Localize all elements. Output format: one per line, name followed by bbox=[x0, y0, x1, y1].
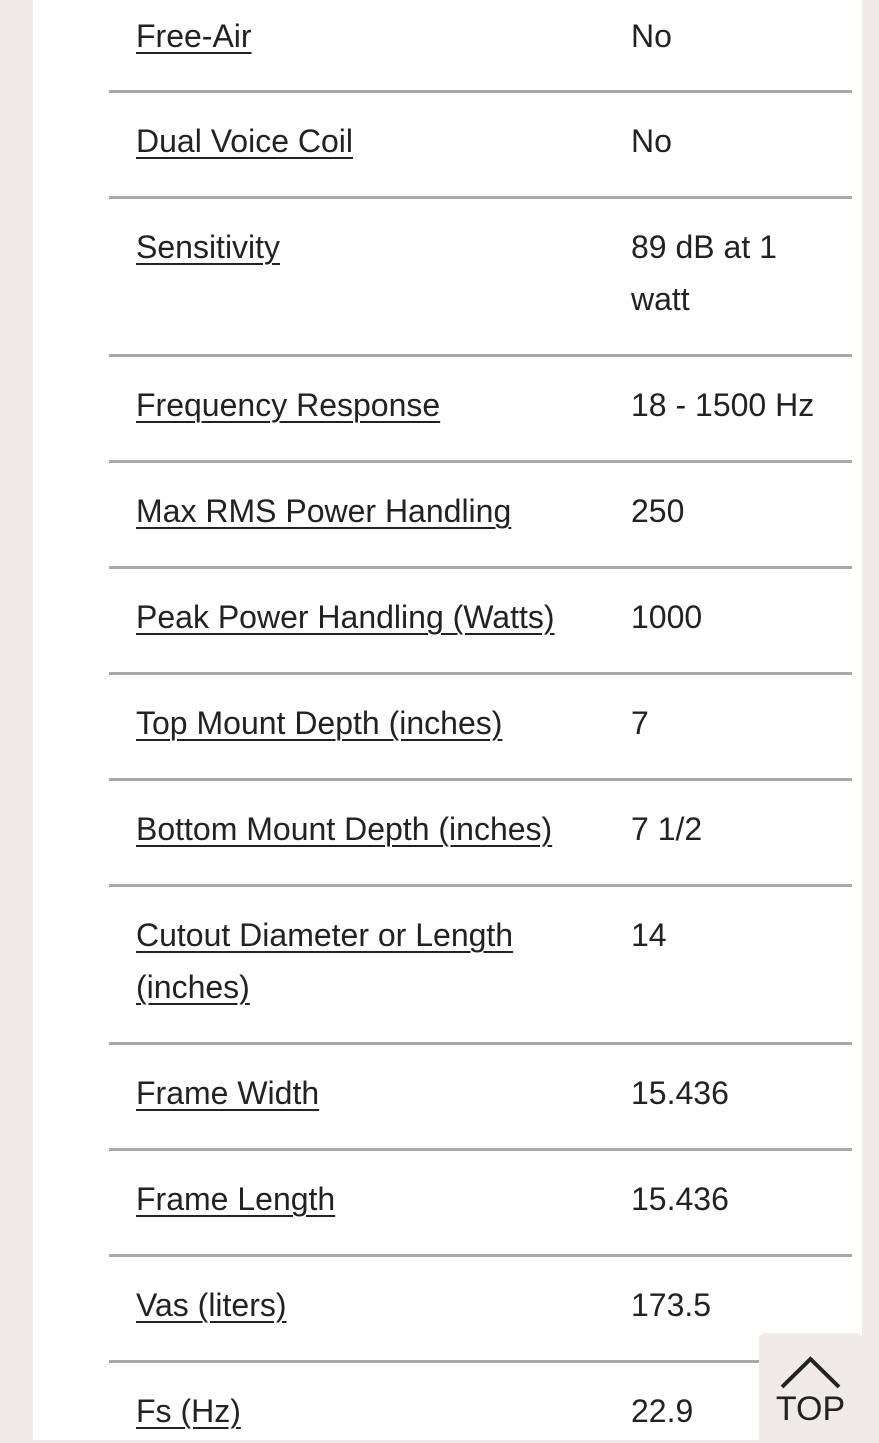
spec-label[interactable]: Frame Width bbox=[136, 1075, 320, 1111]
spec-label[interactable]: Fs (Hz) bbox=[136, 1393, 241, 1429]
spec-label[interactable]: Free-Air bbox=[136, 18, 252, 54]
spec-value: 7 1/2 bbox=[631, 811, 703, 847]
spec-row-bottom-mount-depth bbox=[109, 781, 852, 887]
back-to-top-button[interactable] bbox=[759, 1333, 862, 1440]
spec-table bbox=[109, 0, 852, 1443]
spec-label[interactable]: Cutout Diameter or Length (inches) bbox=[136, 917, 514, 1005]
spec-label[interactable]: Bottom Mount Depth (inches) bbox=[136, 811, 553, 847]
spec-value: 7 bbox=[631, 705, 649, 741]
chevron-up-icon bbox=[779, 1355, 842, 1389]
spec-row-top-mount-depth bbox=[109, 675, 852, 781]
spec-value: No bbox=[631, 18, 672, 54]
spec-label[interactable]: Peak Power Handling (Watts) bbox=[136, 599, 555, 635]
spec-value: 15.436 bbox=[631, 1075, 729, 1111]
spec-row-peak-power bbox=[109, 569, 852, 675]
spec-label[interactable]: Max RMS Power Handling bbox=[136, 493, 512, 529]
spec-row-vas bbox=[109, 1257, 852, 1363]
spec-value: 22.9 bbox=[631, 1393, 694, 1429]
spec-value: 1000 bbox=[631, 599, 703, 635]
spec-label[interactable]: Frequency Response bbox=[136, 387, 441, 423]
spec-value: 173.5 bbox=[631, 1287, 712, 1323]
spec-row-frame-length bbox=[109, 1151, 852, 1257]
spec-value: 15.436 bbox=[631, 1181, 729, 1217]
spec-value: 14 bbox=[631, 917, 667, 953]
spec-value: 250 bbox=[631, 493, 685, 529]
spec-label[interactable]: Vas (liters) bbox=[136, 1287, 287, 1323]
spec-row-max-rms-power bbox=[109, 463, 852, 569]
spec-row-fs bbox=[109, 1363, 852, 1443]
spec-value: No bbox=[631, 123, 672, 159]
spec-row-cutout-diameter bbox=[109, 887, 852, 1045]
spec-value: 18 - 1500 Hz bbox=[631, 387, 815, 423]
spec-label[interactable]: Dual Voice Coil bbox=[136, 123, 353, 159]
back-to-top-label: TOP bbox=[775, 1390, 846, 1428]
spec-label[interactable]: Frame Length bbox=[136, 1181, 336, 1217]
spec-label[interactable]: Sensitivity bbox=[136, 229, 281, 265]
content-panel bbox=[33, 0, 862, 1440]
spec-label[interactable]: Top Mount Depth (inches) bbox=[136, 705, 503, 741]
spec-row-dual-voice-coil bbox=[109, 93, 852, 199]
spec-row-free-air bbox=[109, 0, 852, 93]
spec-row-frame-width bbox=[109, 1045, 852, 1151]
spec-value: 89 dB at 1 watt bbox=[631, 229, 777, 317]
spec-row-sensitivity bbox=[109, 199, 852, 357]
spec-row-frequency-response bbox=[109, 357, 852, 463]
